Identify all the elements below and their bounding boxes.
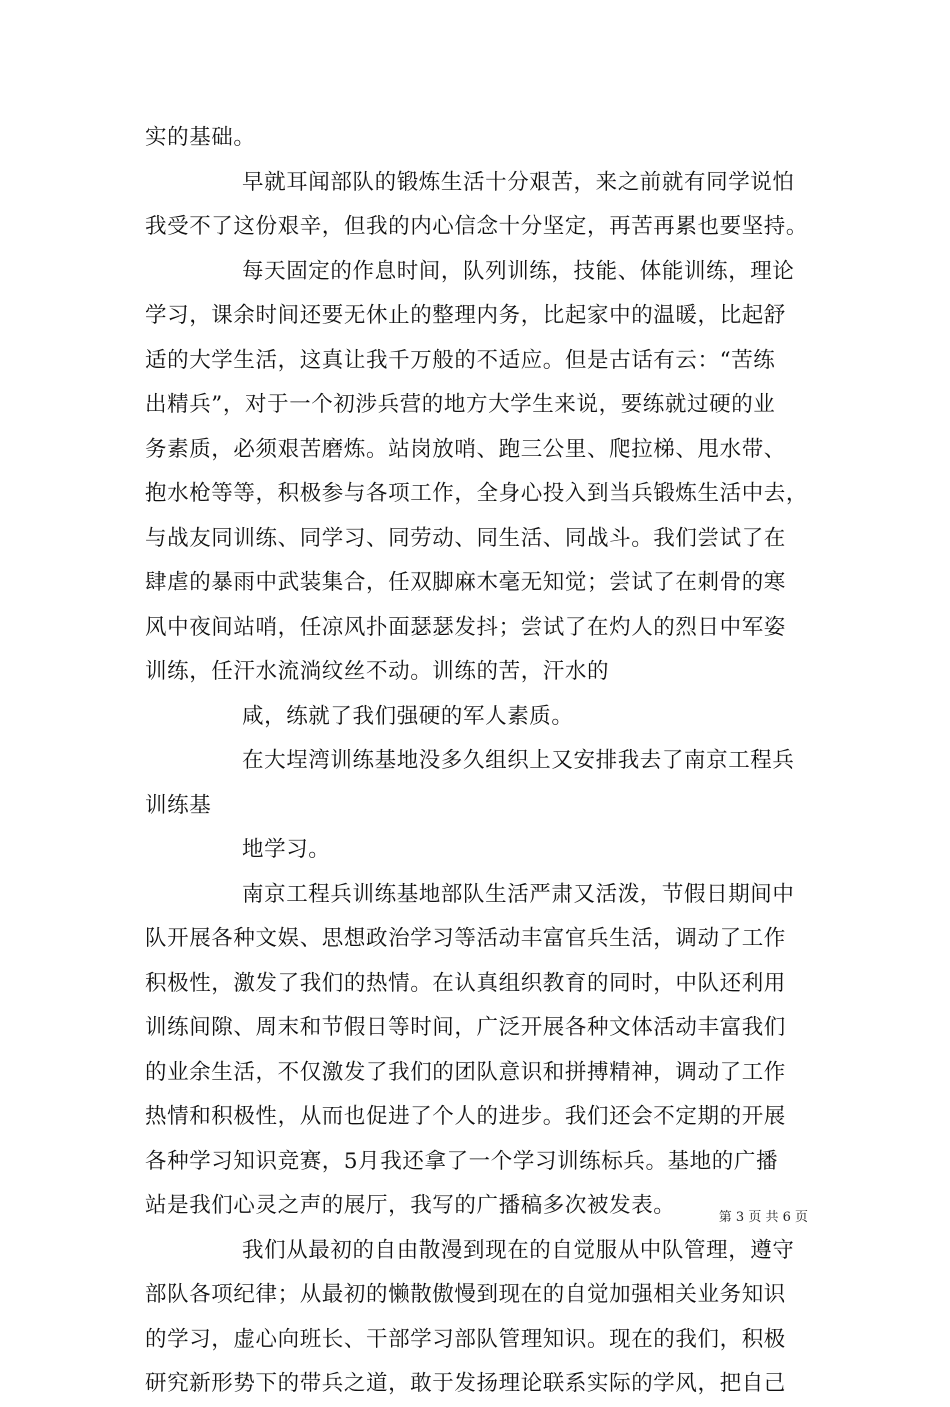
text-line: 出精兵”，对于一个初涉兵营的地方大学生来说，要练就过硬的业 [145,392,776,417]
text-line: 热情和积极性，从而也促进了个人的进步。我们还会不定期的开展 [145,1104,786,1129]
text-line: 的学习，虚心向班长、干部学习部队管理知识。现在的我们，积极 [145,1326,786,1352]
paragraph-start-line: 我们从最初的自由散漫到现在的自觉服从中队管理，遵守 [242,1237,795,1263]
text-line: 各种学习知识竞赛，5月我还拿了一个学习训练标兵。基地的广播 [145,1148,779,1174]
text-line: 训练间隙、周末和节假日等时间，广泛开展各种文体活动丰富我们 [145,1015,786,1040]
text-line: 学习，课余时间还要无休止的整理内务，比起家中的温暖，比起舒 [145,303,786,328]
text-line: 肆虐的暴雨中武装集合，任双脚麻木毫无知觉；尝试了在刺骨的寒 [145,570,786,595]
text-line: 研究新形势下的带兵之道，敢于发扬理论联系实际的学风，把自己 [145,1371,786,1396]
text-line: 我受不了这份艰辛，但我的内心信念十分坚定，再苦再累也要坚持。 [145,214,809,239]
text-line: 部队各项纪律；从最初的懒散傲慢到现在的自觉加强相关业务知识 [145,1282,786,1307]
text-line: 实的基础。 [145,125,256,150]
text-line: 风中夜间站哨，任凉风扑面瑟瑟发抖；尝试了在灼人的烈日中军姿 [145,614,786,640]
text-line: 队开展各种文娱、思想政治学习等活动丰富官兵生活，调动了工作 [145,926,786,951]
paragraph-start-line: 每天固定的作息时间，队列训练，技能、体能训练，理论 [242,258,795,284]
paragraph-start-line: 早就耳闻部队的锻炼生活十分艰苦，来之前就有同学说怕 [242,169,795,195]
text-line: 训练基 [145,792,212,818]
text-line: 训练，任汗水流淌纹丝不动。训练的苦，汗水的 [145,659,610,684]
paragraph-start-line: 地学习。 [242,837,331,862]
paragraph-start-line: 南京工程兵训练基地部队生活严肃又活泼，节假日期间中 [242,881,795,907]
text-line: 务素质，必须艰苦磨炼。站岗放哨、跑三公里、爬拉梯、甩水带、 [145,436,786,462]
paragraph-start-line: 咸，练就了我们强硬的军人素质。 [242,703,574,729]
paragraph-start-line: 在大埕湾训练基地没多久组织上又安排我去了南京工程兵 [242,748,795,773]
text-line: 的业余生活，不仅激发了我们的团队意识和拼搏精神，调动了工作 [145,1059,786,1085]
text-line: 适的大学生活，这真让我千万般的不适应。但是古话有云：“苦练 [145,347,776,373]
text-line: 站是我们心灵之声的展厅，我写的广播稿多次被发表。 [145,1193,676,1218]
page-number-footer: 第 3 页 共 6 页 [718,1210,808,1225]
text-line: 积极性，激发了我们的热情。在认真组织教育的同时，中队还利用 [145,970,786,996]
text-line: 抱水枪等等，积极参与各项工作，全身心投入到当兵锻炼生活中去， [145,481,809,506]
text-line: 与战友同训练、同学习、同劳动、同生活、同战斗。我们尝试了在 [145,525,786,551]
